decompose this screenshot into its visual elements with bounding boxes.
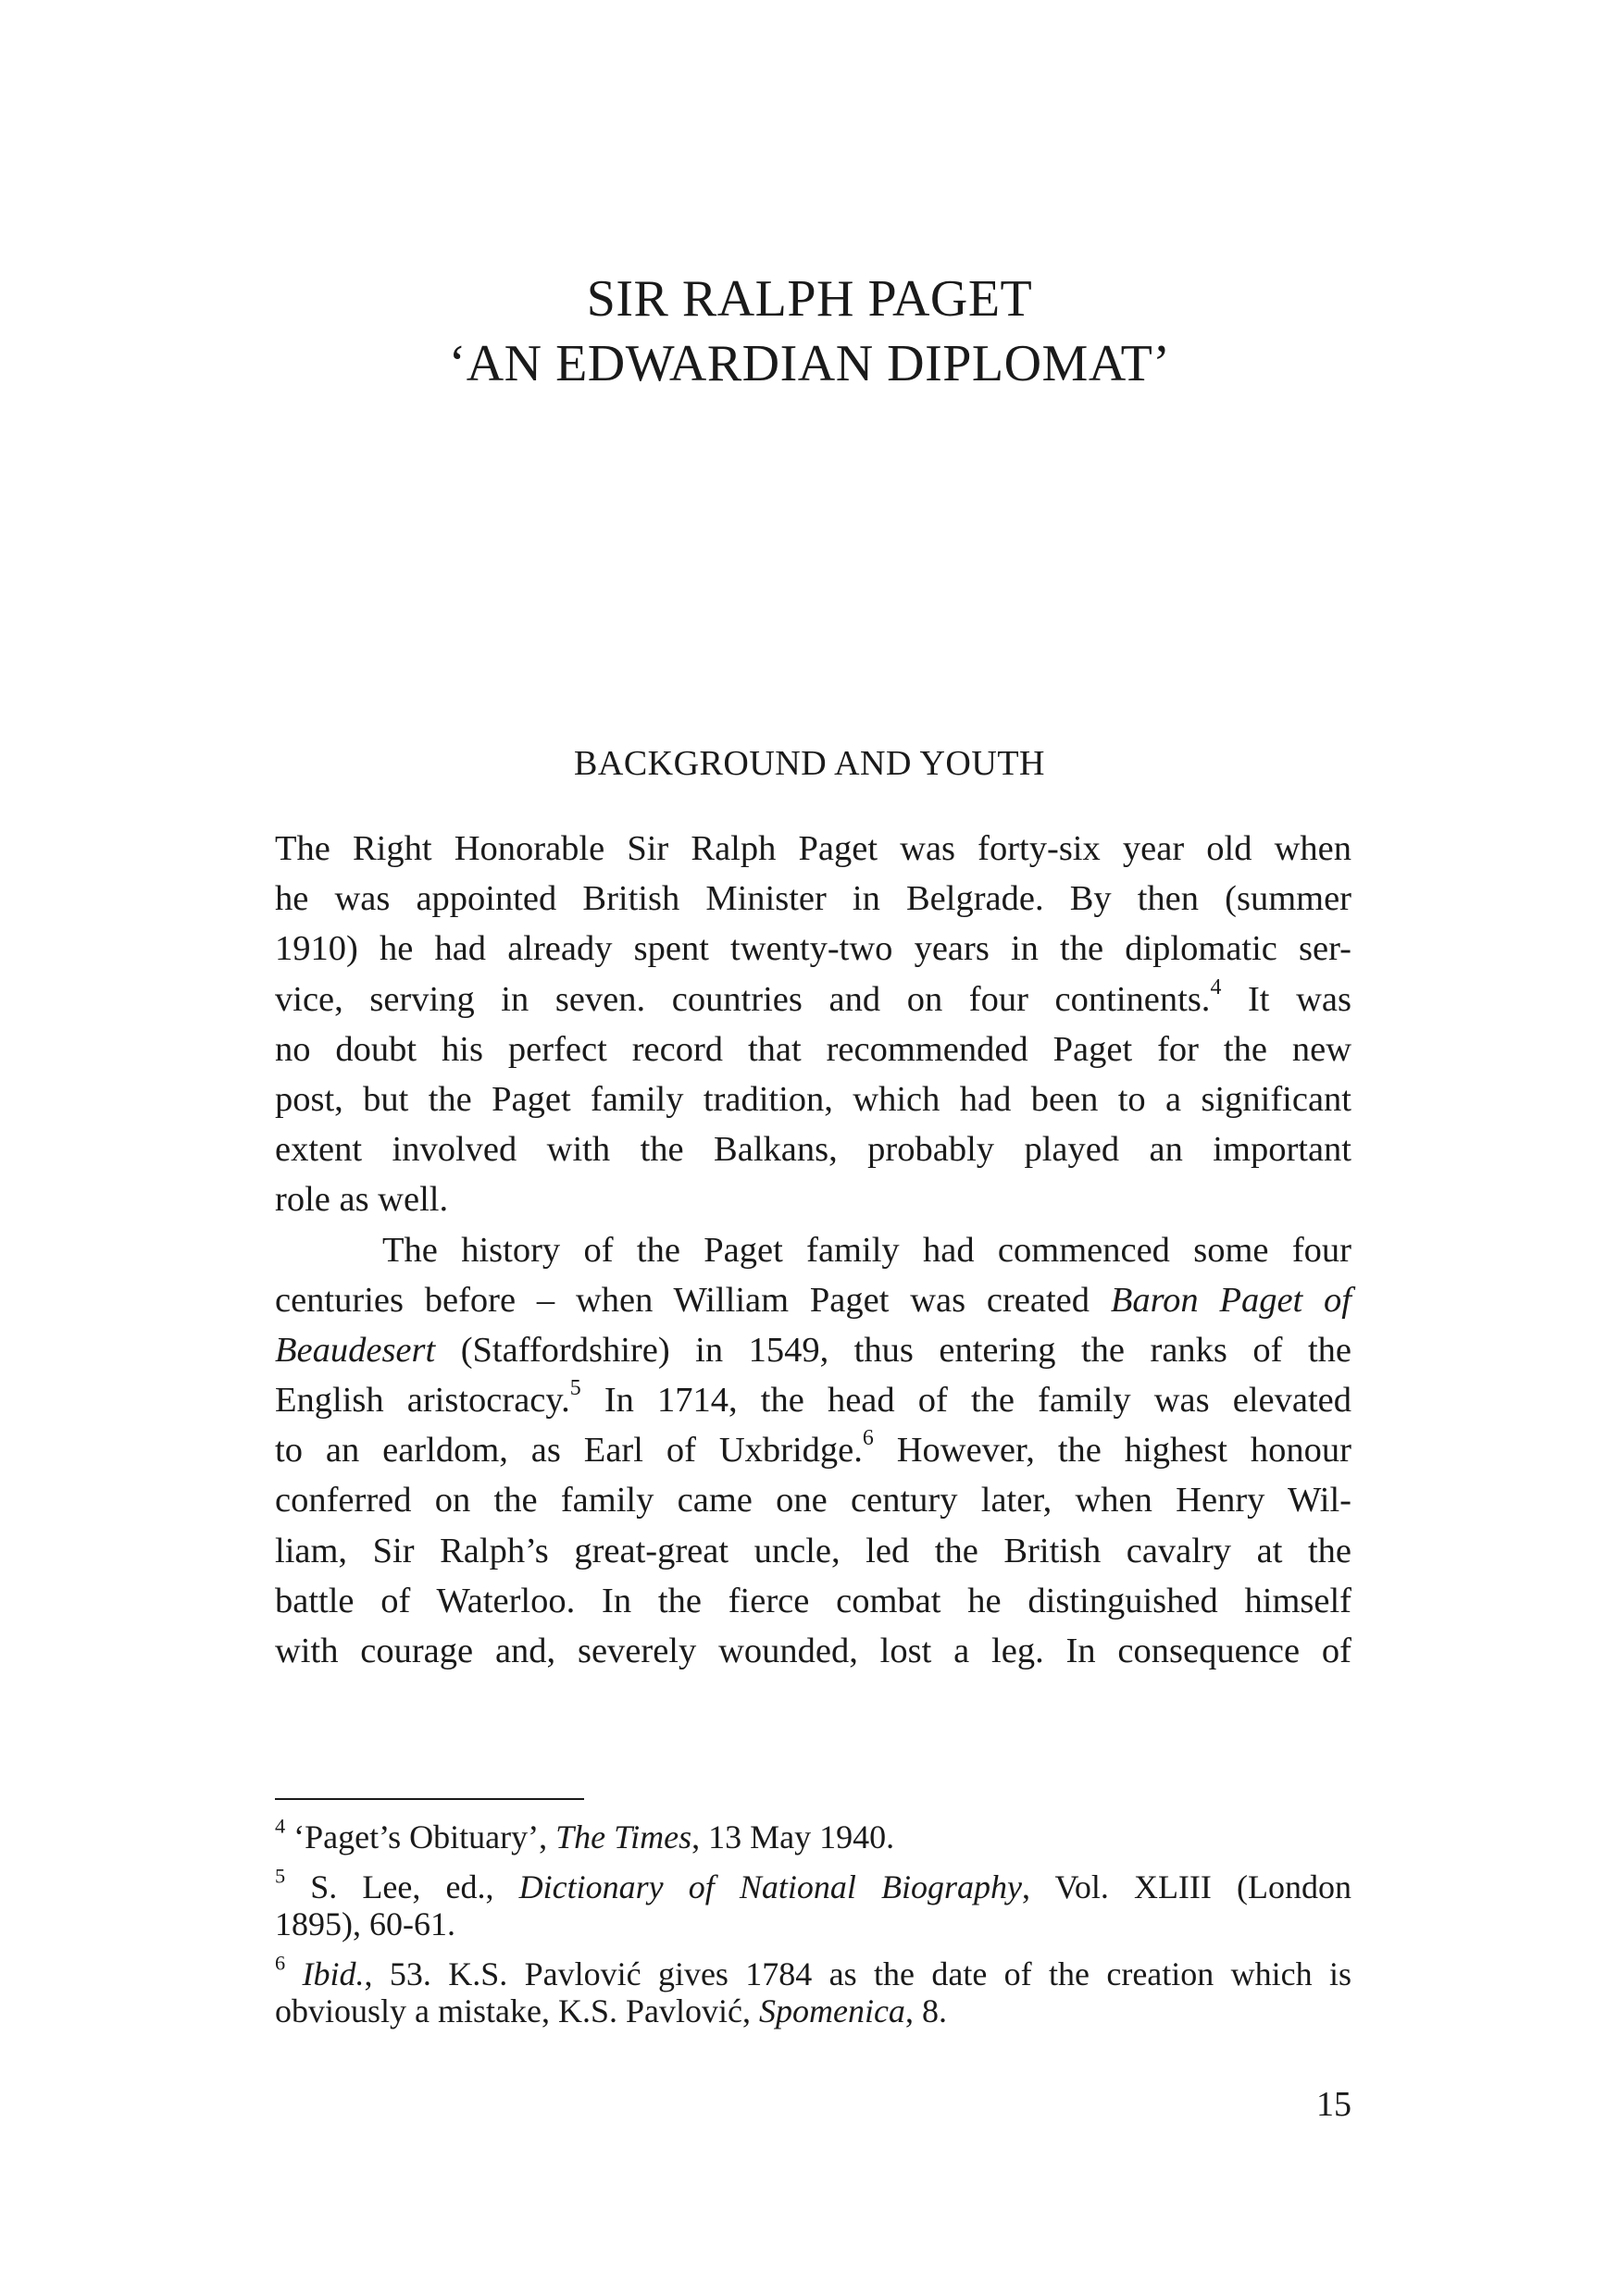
chapter-title — [0, 267, 1619, 396]
paragraph-2-line: The history of the Paget family had commenced some four — [382, 1230, 1351, 1270]
paragraph-1-line: extent involved with the Balkans, probably played an important — [275, 1130, 1351, 1170]
footnote-divider — [275, 1798, 584, 1800]
text-run: , 13 May 1940. — [691, 1818, 895, 1855]
italic-title: Beaudesert — [275, 1330, 436, 1370]
text-run: vice, serving in seven. countries and on four continents. — [275, 979, 1211, 1019]
text-run: , Vol. XLIII (London — [1021, 1868, 1352, 1905]
paragraph-1-line: no doubt his perfect record that recommended Paget for the new — [275, 1029, 1351, 1069]
paragraph-2-line: liam, Sir Ralph’s great-great uncle, led the British cavalry at the — [275, 1531, 1351, 1570]
footnote-ref-6[interactable]: 6 — [862, 1426, 874, 1451]
text-run: However, the highest honour — [873, 1431, 1351, 1471]
text-run: It was — [1221, 979, 1351, 1019]
footnote-line — [275, 1951, 1351, 1992]
italic-title: Ibid. — [285, 1955, 365, 1992]
paragraph-2-line: conferred on the family came one century later, when Henry Wil- — [275, 1481, 1351, 1520]
text-run: ‘Paget’s Obituary’, — [285, 1818, 556, 1855]
paragraph-2-line — [275, 1425, 1351, 1475]
footnote-6 — [275, 1951, 1351, 2029]
paragraph-1-line — [275, 974, 1351, 1024]
section-heading: BACKGROUND AND YOUTH — [574, 744, 1045, 783]
paragraph-1-line: he was appointed British Minister in Belgrade. By then (summer — [275, 879, 1351, 919]
footnote-number: 5 — [275, 1864, 286, 1888]
footnote-5 — [275, 1864, 1352, 1942]
paragraph-2-line — [275, 1375, 1351, 1425]
italic-title: Baron Paget of — [1110, 1280, 1351, 1320]
footnote-line — [275, 1814, 1351, 1855]
text-run: centuries before – when William Paget was created — [275, 1280, 1111, 1320]
text-run: , 8. — [904, 1992, 947, 2029]
footnote-line: 1895), 60-61. — [275, 1905, 455, 1942]
body-text — [275, 824, 1351, 1676]
footnote-ref-5[interactable]: 5 — [569, 1376, 581, 1401]
footnote-4 — [275, 1814, 1351, 1855]
page-number: 15 — [1316, 2085, 1351, 2124]
footnote-line — [275, 1864, 1352, 1905]
paragraph-2-line — [275, 1325, 1351, 1375]
text-run: (Staffordshire) in 1549, thus entering the ranks of the — [435, 1330, 1351, 1370]
footnote-ref-4[interactable]: 4 — [1210, 974, 1222, 999]
footnote-line — [275, 1992, 1351, 2029]
text-run: obviously a mistake, K.S. Pavlović, — [275, 1992, 759, 2029]
paragraph-1-line: post, but the Paget family tradition, which had been to a significant — [275, 1079, 1351, 1119]
italic-title: Dictionary of National Biography — [518, 1868, 1022, 1905]
text-run: In 1714, the head of the family was elevated — [580, 1381, 1352, 1421]
footnote-number: 4 — [275, 1814, 286, 1838]
paragraph-1-line: role as well. — [275, 1180, 449, 1220]
footnote-number: 6 — [275, 1951, 286, 1975]
chapter-title-line-2: ‘AN EDWARDIAN DIPLOMAT’ — [448, 335, 1171, 392]
text-run: , 53. K.S. Pavlović gives 1784 as the date of the creation which is — [364, 1955, 1351, 1992]
text-run: English aristocracy. — [275, 1381, 570, 1421]
paragraph-2-line — [275, 1275, 1351, 1325]
italic-title: Spomenica — [758, 1992, 905, 2029]
footnotes — [275, 1814, 1352, 2042]
text-run: to an earldom, as Earl of Uxbridge. — [275, 1431, 863, 1471]
text-run: S. Lee, ed., — [285, 1868, 519, 1905]
chapter-title-line-1: SIR RALPH PAGET — [586, 270, 1033, 328]
paragraph-1-line: The Right Honorable Sir Ralph Paget was forty-six year old when — [275, 829, 1351, 868]
paragraph-1-line: 1910) he had already spent twenty-two years in the diplomatic ser- — [275, 929, 1351, 969]
paragraph-2-line: with courage and, severely wounded, lost a leg. In consequence of — [275, 1632, 1351, 1670]
paragraph-2-line: battle of Waterloo. In the fierce combat he distinguished himself — [275, 1581, 1351, 1620]
italic-title: The Times — [555, 1818, 692, 1855]
